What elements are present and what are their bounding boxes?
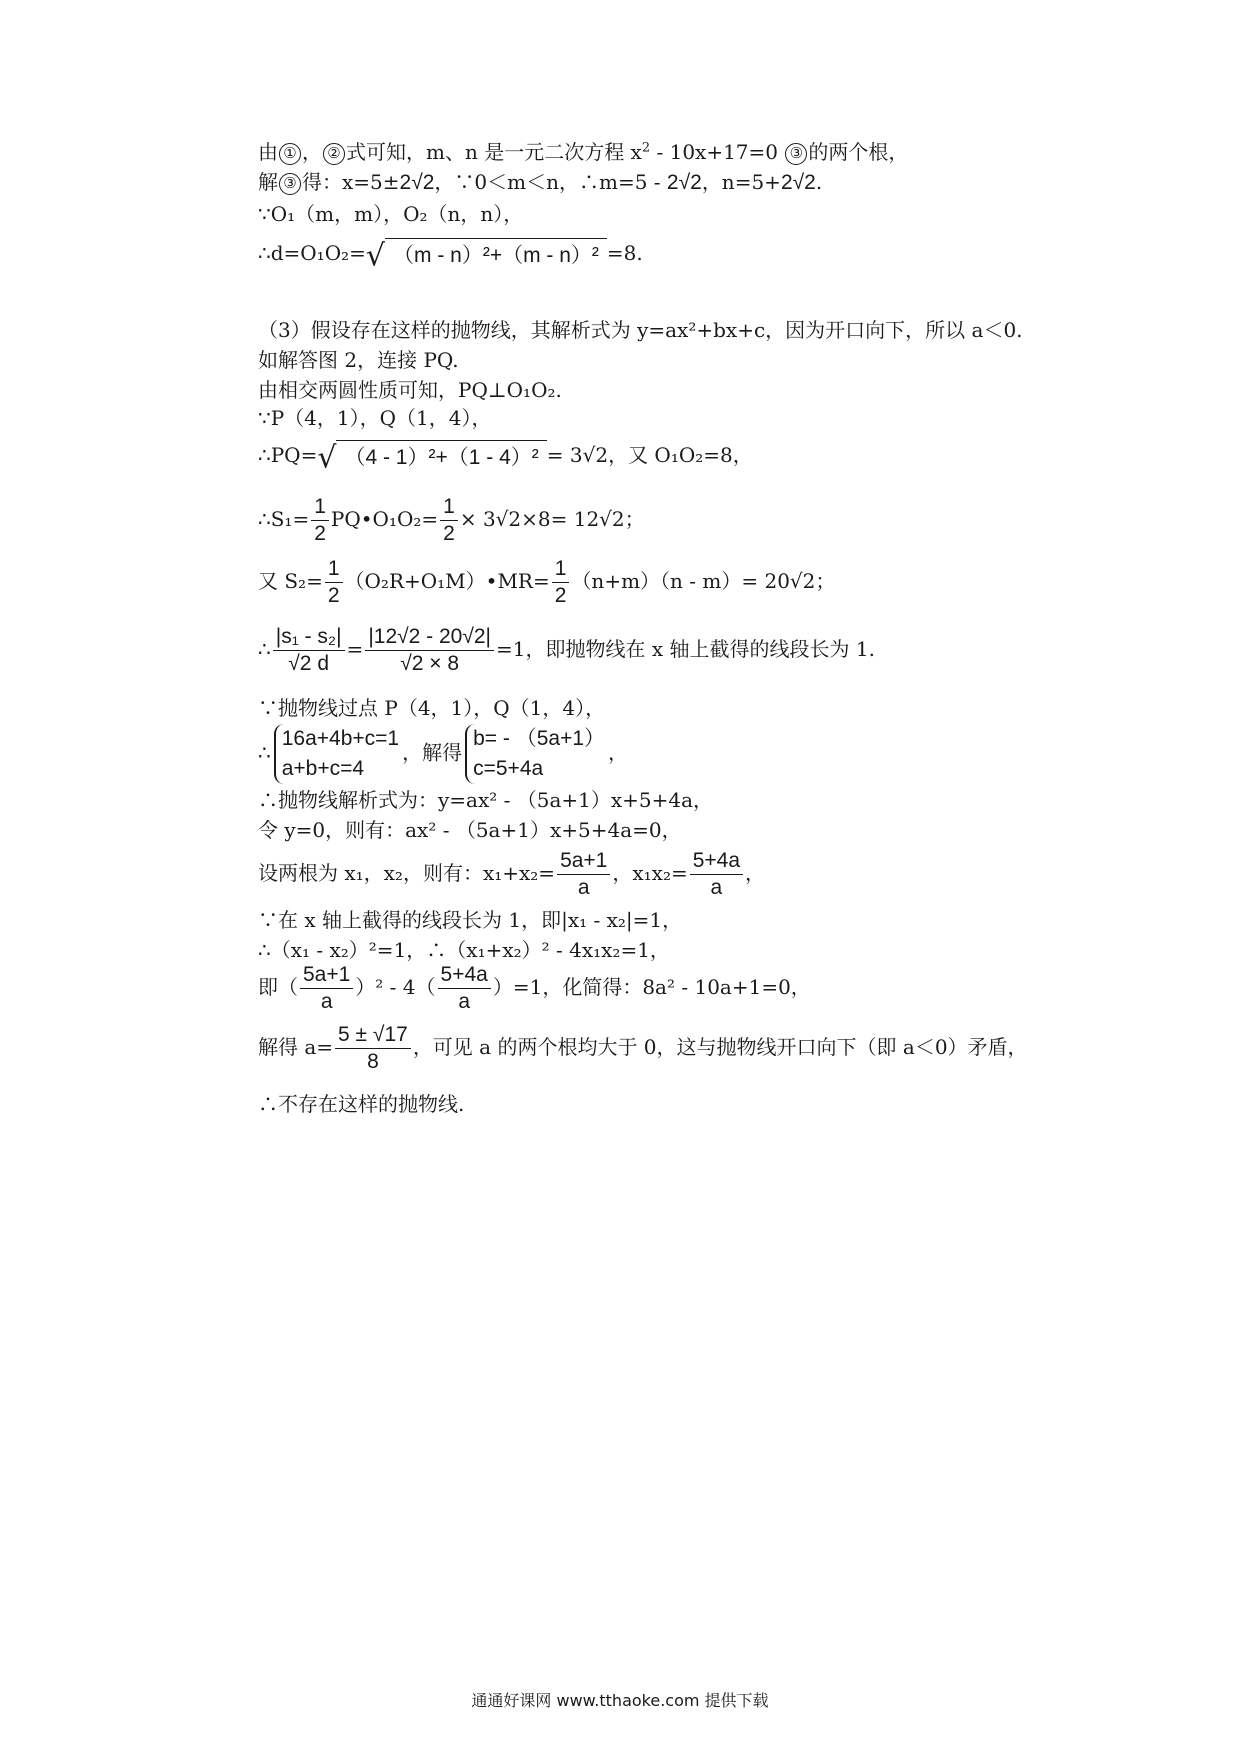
text: - 10x+17=0: [650, 140, 785, 164]
footer-credit: 通通好课网 www.tthaoke.com 提供下载: [471, 1691, 769, 1710]
denominator: a: [577, 876, 590, 899]
denominator: a: [710, 876, 723, 899]
denominator: a: [458, 990, 471, 1013]
numerator: 1: [325, 556, 343, 583]
text: 式可知，m、n 是一元二次方程 x: [346, 140, 642, 164]
solution-system: [465, 724, 605, 784]
numerator: 5a+1: [300, 962, 353, 989]
circled-number: ③: [785, 143, 807, 165]
text: =8.: [606, 241, 643, 265]
text: ∴S₁=: [258, 507, 310, 531]
text: ）² - 4（: [355, 975, 436, 999]
text: ，∵0＜m＜n，∴m=5 -: [434, 170, 667, 194]
fraction: [273, 624, 345, 677]
line-vieta: [258, 848, 765, 901]
text: ∴: [258, 637, 271, 661]
line-connect-pq: 如解答图 2，连接 PQ.: [258, 348, 459, 372]
text: ∴PQ=: [258, 443, 318, 467]
sqrt-expression: √ （4 - 1）²+（1 - 4）²: [317, 440, 546, 473]
line-segment-length: ∵在 x 轴上截得的线段长为 1，即|x₁ - x₂|=1，: [258, 908, 683, 932]
radicand: （m - n）²+（m - n）²: [385, 238, 607, 271]
line-solve-equation: [258, 168, 822, 197]
numerator: 5+4a: [690, 848, 743, 875]
numerator: 5+4a: [438, 962, 491, 989]
fraction: [325, 556, 343, 609]
denominator: 2: [314, 522, 326, 545]
text: 即（: [258, 975, 298, 999]
radical: 2√2: [666, 171, 702, 194]
denominator: 2: [443, 522, 455, 545]
text: ，: [302, 140, 322, 164]
text: ）=1，化简得：8a² - 10a+1=0，: [492, 975, 811, 999]
numerator: 1: [440, 494, 458, 521]
line-perpendicular: 由相交两圆性质可知，PQ⊥O₁O₂.: [258, 378, 562, 402]
line-roots-statement: [258, 138, 908, 166]
exponent: 2: [641, 140, 651, 156]
text: .: [815, 170, 823, 194]
denominator: 2: [554, 584, 567, 607]
line-square-relation: ∴（x₁ - x₂）²=1，∴（x₁+x₂）² - 4x₁x₂=1，: [258, 938, 670, 962]
line-system: [258, 724, 628, 784]
fraction: [440, 494, 458, 547]
line-pq-length: [258, 440, 753, 476]
text: =1，即抛物线在 x 轴上截得的线段长为 1.: [496, 637, 875, 661]
line-solution-a: [258, 1022, 1028, 1075]
line-simplify: [258, 962, 811, 1015]
denominator: √2 d: [288, 652, 329, 675]
text: ∴d=O₁O₂=: [258, 241, 366, 265]
text: = 3√2，又 O₁O₂=8，: [546, 443, 753, 467]
equation: b= - （5a+1）: [473, 727, 606, 750]
numerator: 5a+1: [557, 848, 610, 875]
text: 解得 a=: [258, 1035, 334, 1059]
circled-number: ②: [323, 143, 345, 165]
fraction: [552, 556, 570, 609]
line-set-y-zero: 令 y=0，则有：ax² - （5a+1）x+5+4a=0，: [258, 818, 682, 842]
text: （n+m）（n - m）= 20√2；: [571, 569, 836, 593]
fraction: [438, 962, 491, 1015]
numerator: 5 ± √17: [335, 1022, 411, 1049]
fraction: [300, 962, 353, 1015]
text: 解: [258, 170, 278, 194]
text: ，: [745, 861, 766, 885]
radical: 2√2: [780, 171, 816, 194]
text: PQ•O₁O₂=: [330, 507, 439, 531]
text: =: [346, 637, 364, 661]
numerator: 1: [552, 556, 570, 583]
equation: a+b+c=4: [281, 757, 365, 780]
numerator: |s₁ - s₂|: [273, 624, 345, 651]
fraction: [690, 848, 743, 901]
line-points-pq: ∵P（4，1），Q（1，4），: [258, 406, 492, 430]
line-s1: [258, 494, 645, 547]
text: 得：x=5±: [302, 170, 400, 194]
denominator: √2 × 8: [400, 652, 460, 675]
line-centers: ∵O₁（m，m），O₂（n，n），: [258, 202, 524, 226]
numerator: 1: [311, 494, 329, 521]
denominator: 2: [327, 584, 340, 607]
sqrt-expression: √ （m - n）²+（m - n）²: [366, 238, 607, 271]
numerator: |12√2 - 20√2|: [365, 624, 494, 651]
text: 设两根为 x₁，x₂，则有：x₁+x₂=: [258, 861, 556, 885]
text: ，n=5+: [701, 170, 781, 194]
text: × 3√2×8= 12√2；: [459, 507, 645, 531]
line-s2: [258, 556, 835, 609]
text: ∴: [258, 740, 271, 765]
line-distance: [258, 238, 643, 274]
fraction: [365, 624, 494, 677]
fraction: [311, 494, 329, 547]
text: 由: [258, 140, 278, 164]
line-parabola-expr: ∴抛物线解析式为：y=ax² - （5a+1）x+5+4a，: [258, 788, 714, 812]
line-ratio: [258, 624, 875, 677]
equation: 16a+4b+c=1: [281, 727, 400, 750]
equation-system: [274, 724, 399, 784]
text: ，可见 a 的两个根均大于 0，这与抛物线开口向下（即 a＜0）矛盾，: [412, 1035, 1028, 1059]
line-passes-points: ∵抛物线过点 P（4，1），Q（1，4），: [258, 696, 606, 720]
text: 的两个根，: [808, 140, 909, 164]
equation: c=5+4a: [473, 757, 544, 780]
radicand: （4 - 1）²+（1 - 4）²: [336, 440, 546, 473]
text: （O₂R+O₁M）•MR=: [344, 569, 550, 593]
circled-number: ①: [279, 143, 301, 165]
denominator: a: [320, 990, 333, 1013]
text: ，解得: [402, 740, 463, 765]
radical: 2√2: [399, 171, 435, 194]
denominator: 8: [367, 1050, 379, 1073]
text: ，x₁x₂=: [612, 861, 688, 885]
circled-number: ③: [279, 173, 301, 195]
line-part3-intro: （3）假设存在这样的抛物线，其解析式为 y=ax²+bx+c，因为开口向下，所以 a＜0.: [258, 318, 1023, 342]
line-conclusion: ∴不存在这样的抛物线.: [258, 1092, 465, 1116]
text: ，: [608, 740, 629, 765]
fraction: [557, 848, 610, 901]
fraction: [335, 1022, 411, 1075]
text: 又 S₂=: [258, 569, 323, 593]
